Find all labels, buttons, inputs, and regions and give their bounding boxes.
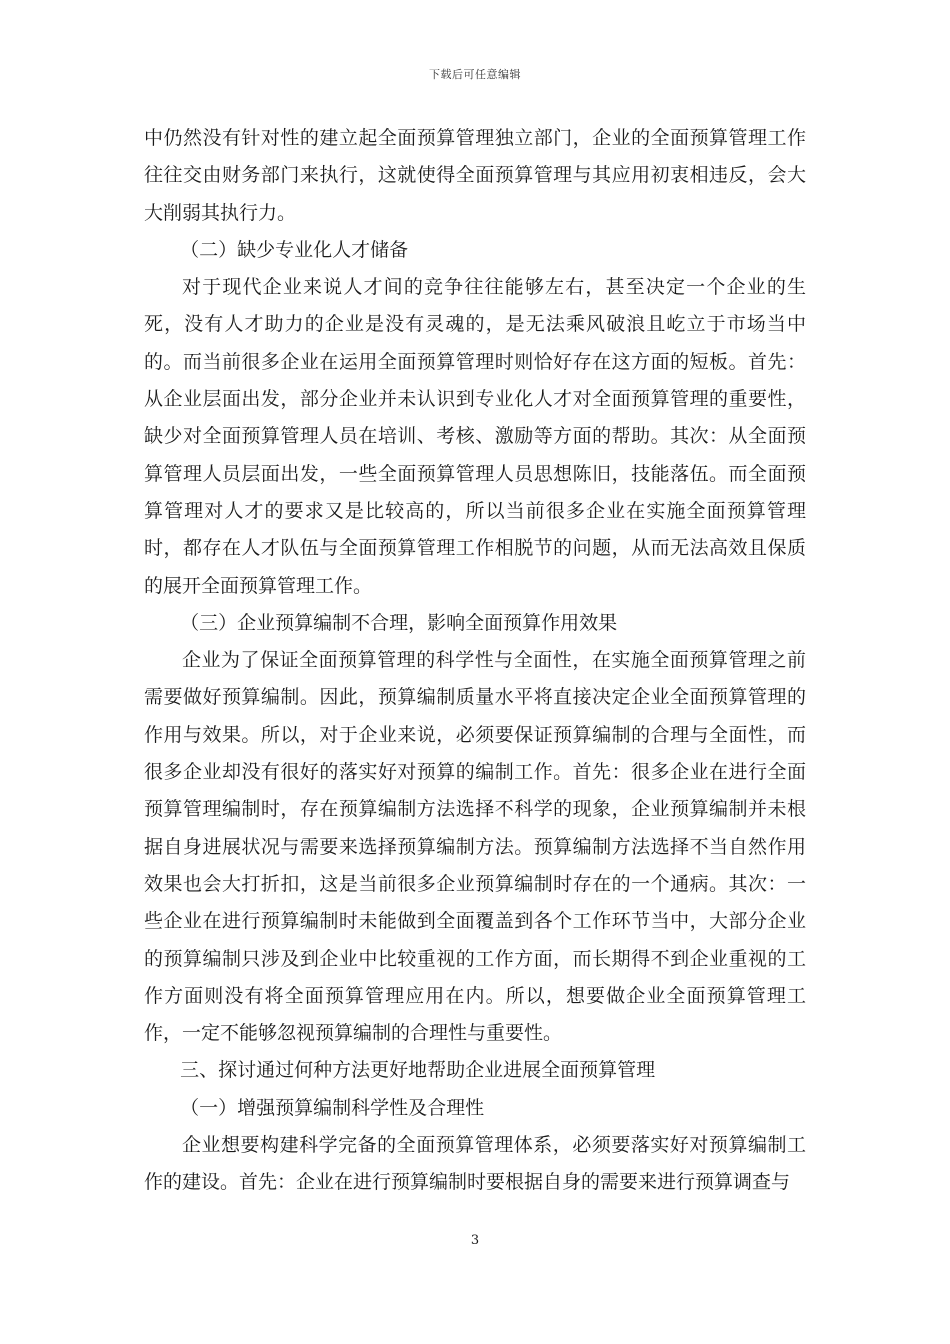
paragraph-budgeting: 企业为了保证全面预算管理的科学性与全面性，在实施全面预算管理之前需要做好预算编制。因此，预算编制质量水平将直接决定企业全面预算管理的作用与效果。所以，对于企业来说，必须要保证预算编制的合理与全面性，而很多企业却没有很好的落实好对预算的编制工作。首先：很多企业在进行全面预算管理编制时，存在预算编制方法选择不科学的现象，企业预算编制并未根据自身进展状况与需要来选择预算编制方法。预算编制方法选择不当自然作用效果也会大打折扣，这是当前很多企业预算编制时存在的一个通病。其次：一些企业在进行预算编制时未能做到全面覆盖到各个工作环节当中，大部分企业的预算编制只涉及到企业中比较重视的工作方面，而长期得不到企业重视的工作方面则没有将全面预算管理应用在内。所以，想要做企业全面预算管理工作，一定不能够忽视预算编制的合理性与重要性。 [144, 649, 806, 1045]
paragraph-talent: 对于现代企业来说人才间的竞争往往能够左右，甚至决定一个企业的生死，没有人才助力的企业是没有灵魂的，是无法乘风破浪且屹立于市场当中的。而当前很多企业在运用全面预算管理时则恰好存在这方面的短板。首先：从企业层面出发，部分企业并未认识到专业化人才对全面预算管理的重要性，缺少对全面预算管理人员在培训、考核、激励等方面的帮助。其次：从全面预算管理人员层面出发，一些全面预算管理人员思想陈旧，技能落伍。而全面预算管理对人才的要求又是比较高的，所以当前很多企业在实施全面预算管理时，都存在人才队伍与全面预算管理工作相脱节的问题，从而无法高效且保质的展开全面预算管理工作。 [144, 276, 806, 597]
page-number: 3 [470, 1233, 480, 1248]
page-header: 下载后可任意编辑 [429, 68, 521, 81]
chapter-heading-methods: 三、探讨通过何种方法更好地帮助企业进展全面预算管理 [180, 1059, 656, 1082]
paragraph-scientific: 企业想要构建科学完备的全面预算管理体系，必须要落实好对预算编制工作的建设。首先：企业在进行预算编制时要根据自身的需要来进行预算调查与 [144, 1134, 806, 1194]
paragraph-continuation: 中仍然没有针对性的建立起全面预算管理独立部门，企业的全面预算管理工作往往交由财务部门来执行，这就使得全面预算管理与其应用初衷相违反，会大大削弱其执行力。 [144, 127, 806, 224]
section-heading-budgeting: （三）企业预算编制不合理，影响全面预算作用效果 [180, 611, 618, 634]
section-heading-talent: （二）缺少专业化人才储备 [180, 238, 409, 261]
section-heading-scientific: （一）增强预算编制科学性及合理性 [180, 1096, 485, 1119]
document-body [144, 120, 806, 1202]
